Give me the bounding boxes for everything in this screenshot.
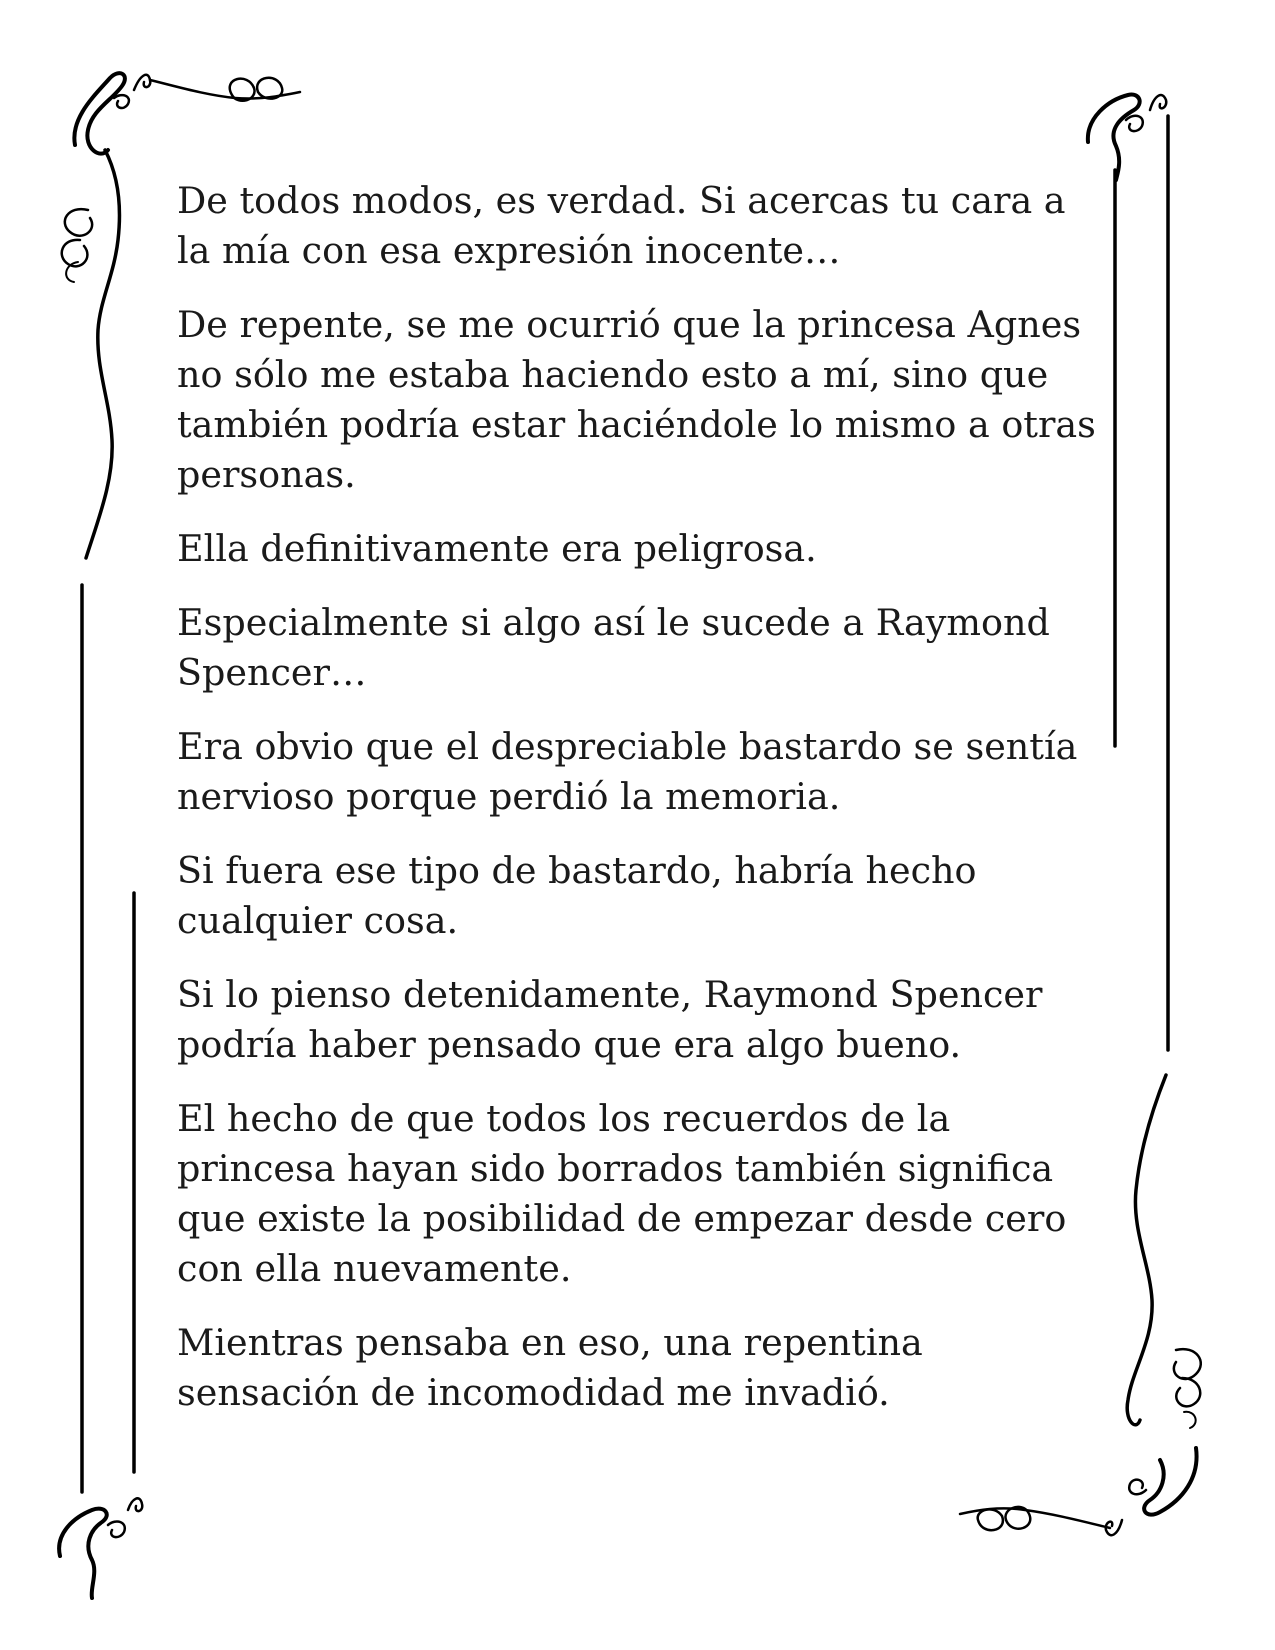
document-body [177, 176, 1107, 1442]
paragraph-7: Si lo pienso detenidamente, Raymond Spencer podría haber pensado que era algo bueno. [177, 973, 1043, 1066]
paragraph-1: De todos modos, es verdad. Si acercas tu cara a la mía con esa expresión inocente… [177, 179, 1066, 272]
paragraph-8: El hecho de que todos los recuerdos de la princesa hayan sido borrados también significa que existe la posibilidad de empezar desde cero con ella nuevamente. [177, 1097, 1067, 1290]
paragraph-3: Ella definitivamente era peligrosa. [177, 527, 817, 570]
paragraph-4: Especialmente si algo así le sucede a Raymond Spencer… [177, 601, 1050, 694]
flourish-top-right-icon [1088, 95, 1166, 180]
flourish-bottom-left-icon [59, 1498, 142, 1598]
paragraph-9: Mientras pensaba en eso, una repentina sensación de incomodidad me invadió. [177, 1321, 923, 1414]
paragraph-5: Era obvio que el despreciable bastardo se sentía nervioso porque perdió la memoria. [177, 725, 1078, 818]
paragraph-6: Si fuera ese tipo de bastardo, habría hecho cualquier cosa. [177, 849, 977, 942]
paragraph-2: De repente, se me ocurrió que la princesa Agnes no sólo me estaba haciendo esto a mí, sino que también podría estar haciéndole lo mismo a otras personas. [177, 303, 1096, 496]
